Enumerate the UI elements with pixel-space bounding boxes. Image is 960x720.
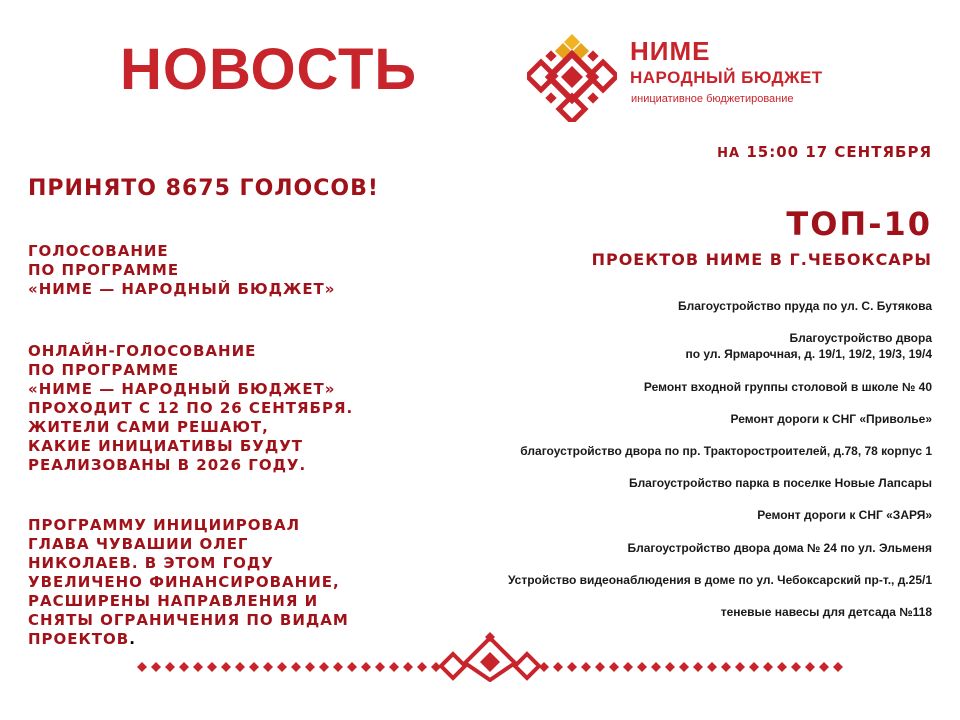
logo-emblem-icon [527, 32, 617, 122]
project-item: Ремонт входной группы столовой в школе № 40 [643, 380, 932, 394]
page-title: НОВОСТЬ [120, 37, 418, 102]
logo-name: НИМЕ [630, 36, 711, 66]
date-text: 15:00 17 СЕНТЯБРЯ [746, 143, 932, 161]
project-item: теневые навесы для детсада №118 [720, 605, 932, 619]
project-item: Устройство видеонаблюдения в доме по ул. Чебоксарский пр-т., д.25/1 [507, 573, 932, 587]
date-line [717, 143, 932, 161]
project-item: Благоустройство пруда по ул. С. Бутякова [677, 299, 932, 313]
online-voting-paragraph: ОНЛАЙН-ГОЛОСОВАНИЕ ПО ПРОГРАММЕ «НИМЕ — НАРОДНЫЙ БЮДЖЕТ» ПРОХОДИТ С 12 ПО 26 СЕНТЯБРЯ. ЖИТЕЛИ САМИ РЕШАЮТ, КАКИЕ ИНИЦИАТИВЫ БУДУТ РЕАЛИЗОВАНЫ В 2026 ГОДУ. [28, 342, 354, 474]
project-item: Ремонт дороги к СНГ «Приволье» [730, 412, 932, 426]
top-subtitle: ПРОЕКТОВ НИМЕ В Г.ЧЕБОКСАРЫ [591, 250, 932, 269]
date-prefix: НА [717, 146, 741, 161]
votes-headline: ПРИНЯТО 8675 ГОЛОСОВ! [28, 176, 379, 201]
program-info-end: . [129, 630, 136, 648]
project-item: благоустройство двора по пр. Тракторостроителей, д.78, 78 корпус 1 [520, 444, 932, 458]
footer-ornament-icon [135, 632, 845, 682]
project-item: Благоустройство двора дома № 24 по ул. Эльменя [627, 541, 932, 555]
program-info-text: ПРОГРАММУ ИНИЦИИРОВАЛ ГЛАВА ЧУВАШИИ ОЛЕГ НИКОЛАЕВ. В ЭТОМ ГОДУ УВЕЛИЧЕНО ФИНАНСИРОВАНИЕ, РАСШИРЕНЫ НАПРАВЛЕНИЯ И СНЯТЫ ОГРАНИЧЕНИЯ ПО ВИДАМ ПРОЕКТОВ [28, 516, 349, 648]
program-info-paragraph [28, 516, 349, 649]
top-title: ТОП-10 [786, 205, 932, 243]
project-item: Ремонт дороги к СНГ «ЗАРЯ» [757, 508, 932, 522]
logo-subtitle: НАРОДНЫЙ БЮДЖЕТ [630, 68, 823, 87]
voting-intro-paragraph: ГОЛОСОВАНИЕ ПО ПРОГРАММЕ «НИМЕ — НАРОДНЫЙ БЮДЖЕТ» [28, 242, 336, 298]
project-item: Благоустройство парка в поселке Новые Лапсары [628, 476, 932, 490]
project-item: Благоустройство двора по ул. Ярмарочная, д. 19/1, 19/2, 19/3, 19/4 [685, 331, 932, 361]
logo-tagline: инициативное бюджетирование [631, 93, 794, 105]
